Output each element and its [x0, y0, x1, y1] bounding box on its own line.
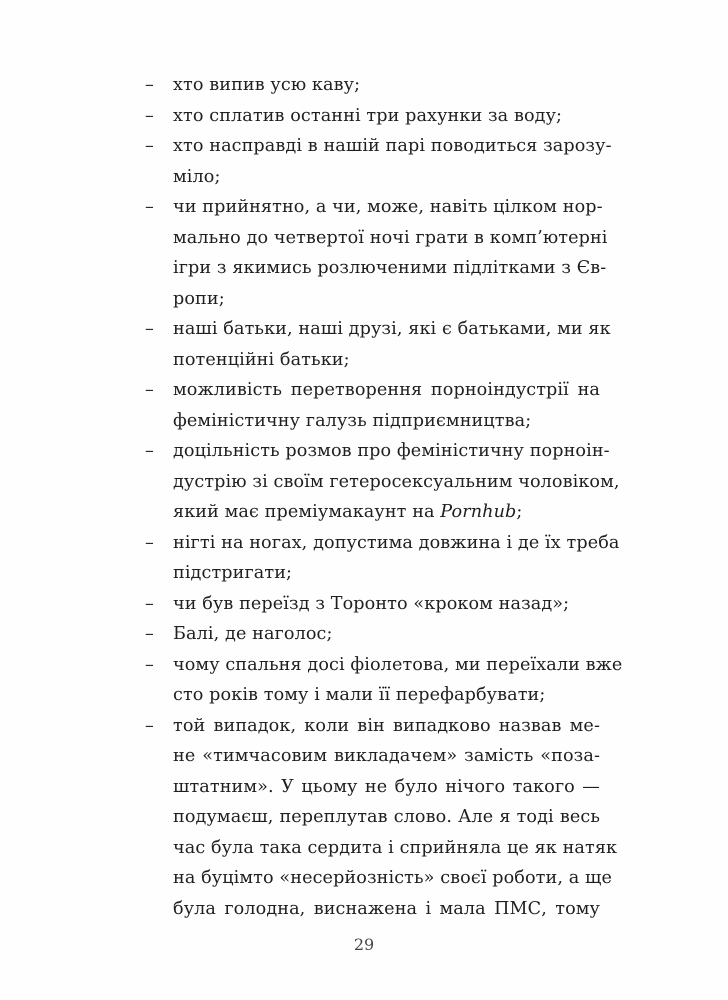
text-line: [145, 619, 600, 649]
text-line: [145, 284, 600, 314]
line-text: Балі, де наголос;: [173, 624, 333, 644]
line-text: час була така сердита і сприйняла це як натяк: [173, 837, 618, 858]
line-text: наші батьки, наші друзі, які є батьками, ми як: [173, 319, 611, 339]
line-text: дустрію зі своїм гетеросексуальним чоловіком,: [173, 471, 620, 492]
text-line: [145, 314, 611, 344]
text-line: [145, 131, 612, 161]
list-dash: –: [145, 624, 154, 644]
line-text: ігри з якимись розлюченими підлітками з Єв-: [173, 258, 607, 278]
text-line: [145, 223, 608, 253]
list-dash: –: [145, 654, 154, 675]
text-line: [145, 467, 620, 497]
text-line: [145, 589, 600, 619]
text-line: [145, 894, 600, 924]
list-dash: –: [145, 593, 154, 614]
line-text: чи був переїзд з Торонто «кроком назад»;: [173, 593, 570, 614]
line-text: доцільність розмов про феміністичну порноін-: [173, 441, 610, 461]
line-text: нігті на ногах, допустима довжина і де їх треба: [173, 532, 620, 553]
line-text: чому спальня досі фіолетова, ми переїхали вже: [173, 654, 623, 675]
line-text: потенційні батьки;: [173, 349, 350, 370]
text-line: [145, 375, 600, 405]
list-dash: –: [145, 319, 154, 339]
line-text-part: який має преміумакаунт на: [173, 502, 441, 522]
line-text: хто випив усю каву;: [173, 75, 361, 95]
line-text: на буцімто «несерйозність» своєї роботи, а ще: [173, 868, 612, 888]
text-line: [145, 741, 600, 771]
list-dash: –: [145, 105, 154, 126]
list-dash: –: [145, 197, 154, 217]
text-line: [145, 345, 600, 375]
line-text: мально до четвертої ночі грати в комп’ютерні: [173, 227, 608, 248]
text-line: [145, 802, 600, 832]
text-line: [145, 863, 612, 893]
line-text: хто насправді в нашій парі поводиться зарозу-: [173, 136, 612, 156]
text-line: [145, 680, 600, 710]
text-line: [145, 558, 600, 588]
text-line: [145, 711, 600, 741]
list-dash: –: [145, 532, 154, 553]
list-dash: –: [145, 715, 154, 736]
line-text: чи прийнятно, а чи, може, навіть цілком нор-: [173, 197, 603, 217]
line-text: хто сплатив останні три рахунки за воду;: [173, 105, 563, 126]
line-text: ропи;: [173, 288, 225, 309]
line-text: [173, 497, 600, 527]
text-line: [145, 101, 600, 131]
line-text: подумаєш, переплутав слово. Але я тоді весь: [173, 807, 600, 827]
list-dash: –: [145, 136, 154, 156]
text-line: [145, 192, 603, 222]
text-line: [145, 436, 610, 466]
line-text: штатним». У цьому не було нічого такого —: [173, 776, 600, 797]
line-text: сто років тому і мали її перефарбувати;: [173, 685, 546, 705]
line-text: міло;: [173, 166, 221, 187]
text-line: [145, 497, 600, 527]
text-line: [145, 528, 620, 558]
line-text: підстригати;: [173, 563, 293, 583]
line-text: була голодна, виснажена і мала ПМС, тому: [173, 898, 600, 919]
page-number: 29: [353, 935, 375, 954]
text-line: [145, 406, 600, 436]
text-line: [145, 650, 623, 680]
list-dash: –: [145, 75, 154, 95]
text-line: [145, 70, 600, 100]
text-line: [145, 833, 618, 863]
line-text: можливість перетворення порноіндустрії на: [173, 380, 600, 400]
text-line: [145, 162, 600, 192]
line-text: не «тимчасовим викладачем» замість «поза-: [173, 746, 600, 766]
line-text: феміністичну галузь підприємництва;: [173, 410, 532, 431]
text-line: [145, 772, 600, 802]
italic-word: Pornhub: [440, 502, 517, 522]
list-dash: –: [145, 441, 154, 461]
text-line: [145, 253, 607, 283]
line-text: той випадок, коли він випадково назвав ме-: [173, 715, 600, 736]
list-dash: –: [145, 380, 154, 400]
line-text-part: ;: [516, 502, 523, 522]
